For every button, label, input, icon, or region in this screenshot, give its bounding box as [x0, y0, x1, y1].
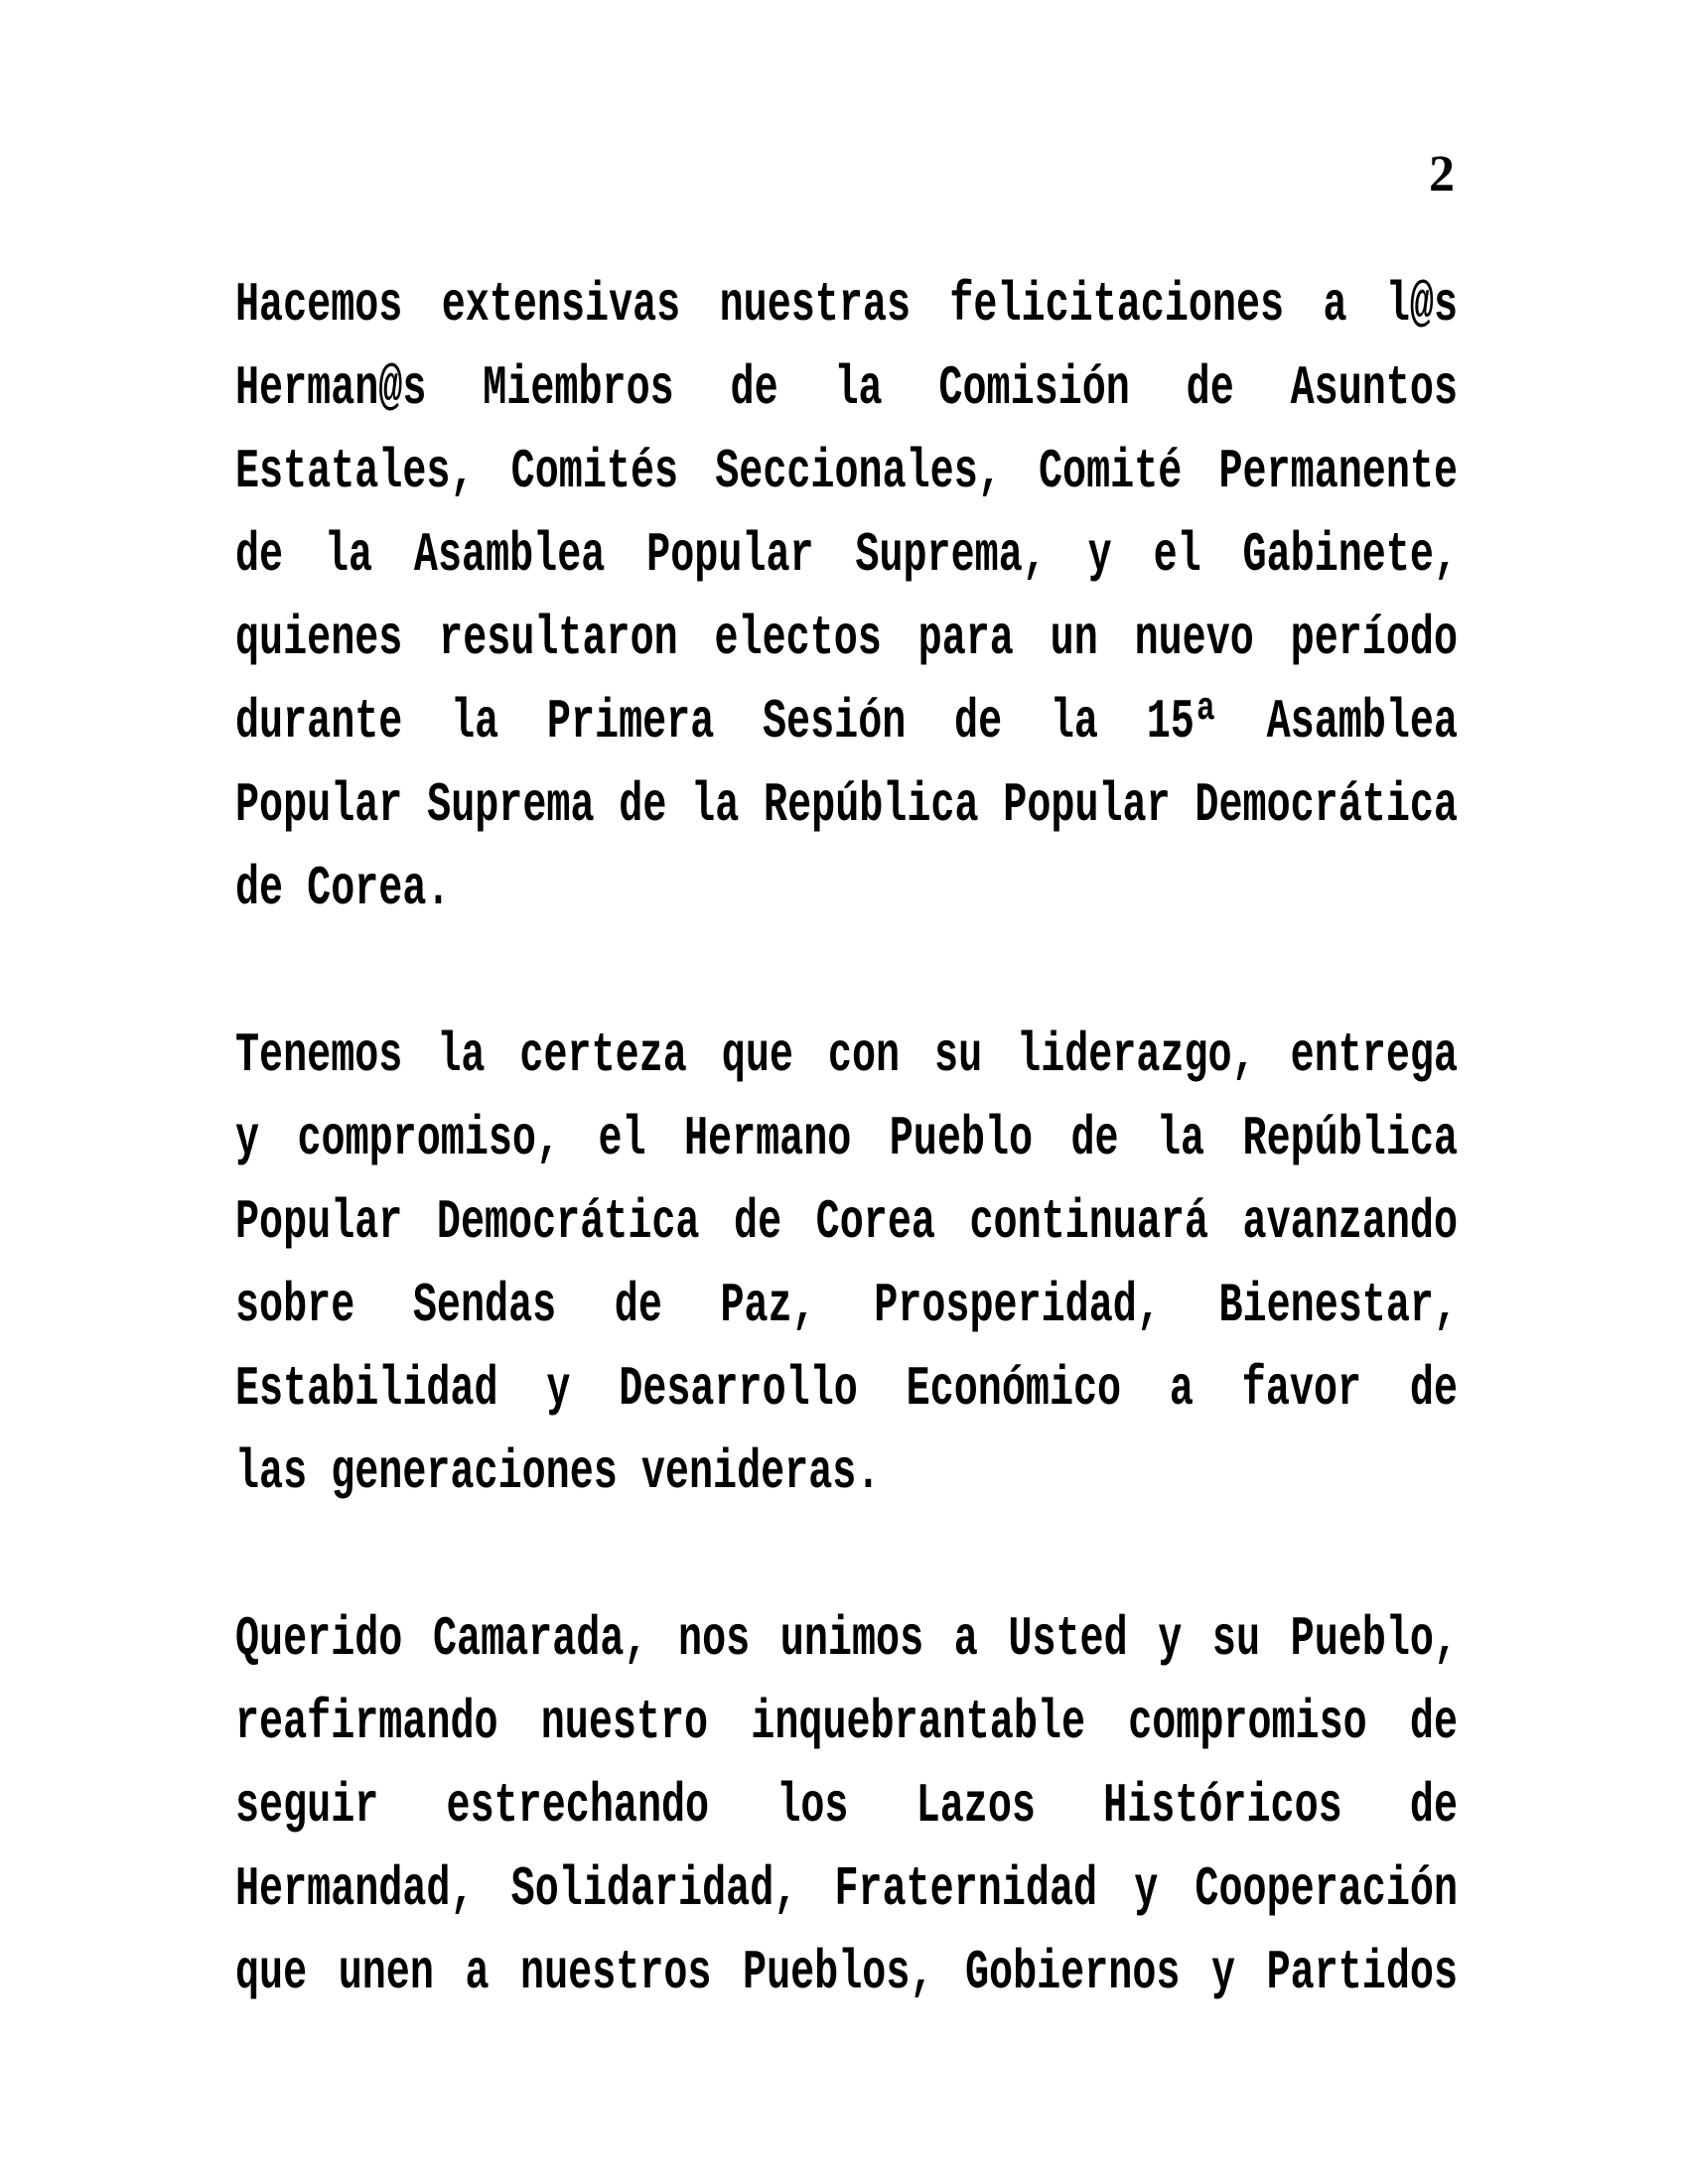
text-line: Hermandad, Solidaridad, Fraternidad y Cooperación [235, 1857, 1459, 1921]
text-line: Estatales, Comités Seccionales, Comité Permanente [235, 440, 1459, 503]
text-line: de la Asamblea Popular Suprema, y el Gabinete, [235, 523, 1459, 587]
text-line: y compromiso, el Hermano Pueblo de la República [235, 1107, 1459, 1170]
text-line: reafirmando nuestro inquebrantable compromiso de [235, 1691, 1459, 1754]
paragraph [235, 1014, 1458, 1514]
text-line: durante la Primera Sesión de la 15ª Asamblea [235, 690, 1459, 753]
paragraph [235, 1597, 1458, 2014]
text-block [235, 263, 1458, 2014]
body-text [235, 263, 1458, 2014]
text-line: seguir estrechando los Lazos Históricos de [235, 1774, 1459, 1838]
text-line: Tenemos la certeza que con su liderazgo, entrega [235, 1024, 1459, 1087]
text-line: sobre Sendas de Paz, Prosperidad, Bienestar, [235, 1274, 1459, 1337]
text-line: Estabilidad y Desarrollo Económico a favor de [235, 1357, 1459, 1421]
text-line: las generaciones venideras. [235, 1440, 881, 1504]
text-line: que unen a nuestros Pueblos, Gobiernos y Partidos [235, 1941, 1459, 2004]
text-line: Popular Democrática de Corea continuará avanzando [235, 1190, 1459, 1254]
text-line: Querido Camarada, nos unimos a Usted y su Pueblo, [235, 1607, 1459, 1671]
page-number: 2 [1429, 146, 1455, 203]
paragraph [235, 263, 1458, 930]
text-line: Popular Suprema de la República Popular Democrática [235, 773, 1459, 837]
text-line: quienes resultaron electos para un nuevo período [235, 607, 1459, 670]
text-line: Herman@s Miembros de la Comisión de Asuntos [235, 356, 1459, 420]
text-line: Hacemos extensivas nuestras felicitaciones a l@s [235, 273, 1459, 337]
text-line: de Corea. [235, 857, 451, 920]
